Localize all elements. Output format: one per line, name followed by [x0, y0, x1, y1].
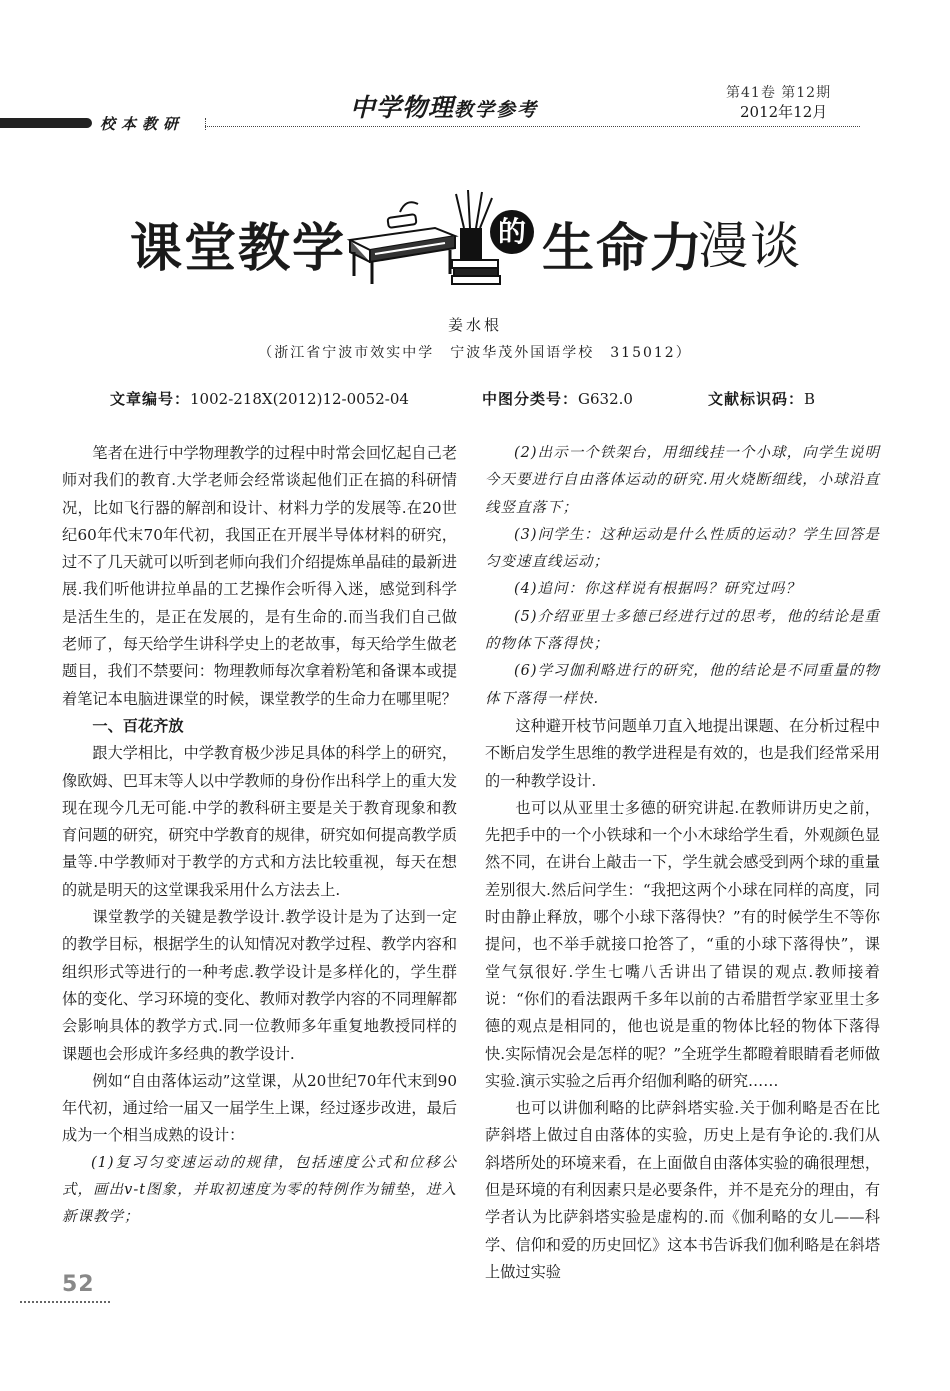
title-de-badge: 的 [490, 210, 534, 254]
step-item: (2)出示一个铁架台，用细线挂一个小球，向学生说明今天要进行自由落体运动的研究.用火烧断细线，小球沿直线竖直落下； [485, 445, 880, 516]
right-column [485, 440, 880, 1286]
author: 姜水根 [447, 316, 502, 334]
left-column [62, 440, 457, 1232]
document-code [708, 388, 815, 409]
article-number [110, 388, 409, 409]
step-item: (1)复习匀变速运动的规律，包括速度公式和位移公式，画出v-t图象，并取初速度为零的特例作为铺垫，进入新课教学； [62, 1154, 457, 1226]
journal-volume: 第41卷 第12期 [726, 85, 832, 101]
title-part-2: 生命力 [542, 219, 705, 279]
clc-number [482, 388, 633, 409]
document-code-value: B [804, 390, 816, 408]
paragraph: 课堂教学的关键是教学设计.教学设计是为了达到一定的教学目标，根据学生的认知情况对教学过程、教学内容和组织形式等进行的一种考虑.教学设计是多样化的，学生群体的变化、学习环境的变化、教师对教学内容的不同理解都会影响具体的教学方式.同一位教师多年重复地教授同样的课题也会形成许多经典的教学设计. [62, 908, 457, 1063]
article-number-value: 1002-218X(2012)12-0052-04 [190, 390, 409, 408]
section-label: 校本教研 [100, 115, 185, 133]
journal-brand [350, 88, 538, 124]
journal-brand-name: 中学物理 [350, 93, 455, 122]
clc-label: 中图分类号： [482, 390, 579, 408]
page-number: 52 [62, 1272, 95, 1297]
title-part-1: 课堂教学 [130, 219, 347, 279]
step-item: (6)学习伽利略进行的研究，他的结论是不同重量的物体下落得一样快. [485, 663, 880, 707]
step-item: (4)追问：你这样说有根据吗？研究过吗？ [514, 581, 802, 598]
paragraph: 跟大学相比，中学教育极少涉足具体的科学上的研究，像欧姆、巴耳末等人以中学教师的身份作出科学上的重大发现在现今几无可能.中学的教科研主要是关于教育现象和教育问题的研究，研究中学教育的规律，研究如何提高教学质量等.中学教师对于教学的方式和方法比较重视，每天在想的就是明天的这堂课我采用什么方法去上. [62, 744, 457, 899]
paragraph: 笔者在进行中学物理教学的过程中时常会回忆起自己老师对我们的教育.大学老师会经常谈起他们正在搞的科研情况，比如飞行器的解剖和设计、材料力学的发展等.在20世纪60年代末70年代初，我国正在开展半导体材料的研究，过不了几天就可以听到老师向我们介绍提炼单晶硅的最新进展.我们听他讲拉单晶的工艺操作会听得入迷，感觉到科学是活生生的，是正在发展的，是有生命的.而当我们自己做老师了，每天给学生讲科学史上的老故事，每天给学生做老题目，我们不禁要问：物理教师每次拿着粉笔和备课本或提着笔记本电脑进课堂的时候，课堂教学的生命力在哪里呢？ [62, 444, 457, 708]
journal-date: 2012年12月 [740, 103, 828, 121]
affiliation: （浙江省宁波市效实中学 宁波华茂外国语学校 315012） [258, 345, 692, 361]
step-item: (3)问学生：这种运动是什么性质的运动？学生回答是匀变速直线运动； [485, 526, 880, 571]
footer-divider [20, 1301, 110, 1303]
step-item: (5)介绍亚里士多德已经进行过的思考，他的结论是重的物体下落得快； [485, 608, 880, 653]
paragraph: 也可以讲伽利略的比萨斜塔实验.关于伽利略是否在比萨斜塔上做过自由落体的实验，历史上是有争论的.我们从斜塔所处的环境来看，在上面做自由落体实验的确很理想，但是环境的有利因素只是必要条件，并不是充分的理由，有学者认为比萨斜塔实验是虚构的.而《伽利略的女儿——科学、信仰和爱的历史回忆》这本书告诉我们伽利略是在斜塔上做过实验 [485, 1099, 880, 1281]
header-bar [0, 118, 92, 128]
section-heading: 一、百花齐放 [92, 716, 184, 735]
header-divider [205, 126, 860, 127]
document-code-label: 文献标识码： [708, 390, 805, 408]
journal-brand-sub: 教学参考 [454, 99, 539, 121]
paragraph: 例如“自由落体运动”这堂课，从20世纪70年代末到90年代初，通过给一届又一届学生上课，经过逐步改进，最后成为一个相当成熟的设计： [62, 1071, 457, 1145]
header-divider-vertical [205, 118, 206, 130]
paragraph: 也可以从亚里士多德的研究讲起.在教师讲历史之前，先把手中的一个小铁球和一个小木球给学生看，外观颜色显然不同，在讲台上敲击一下，学生就会感受到两个球的重量差别很大.然后问学生：“我把这两个小球在同样的高度，同时由静止释放，哪个小球下落得快？”有的时候学生不等你提问，也不举手就接口抢答了，“重的小球下落得快”，课堂气氛很好.学生七嘴八舌讲出了错误的观点.教师接着说：“你们的看法跟两千多年以前的古希腊哲学家亚里士多德的观点是相同的，他也说是重的物体比轻的物体下落得快.实际情况会是怎样的呢？”全班学生都瞪着眼睛看老师做实验.演示实验之后再介绍伽利略的研究…… [485, 798, 880, 1090]
title-part-3: 漫谈 [698, 217, 802, 275]
article-number-label: 文章编号： [110, 390, 191, 408]
article-title [130, 188, 830, 288]
clc-value: G632.0 [578, 390, 633, 408]
paragraph: 这种避开枝节问题单刀直入地提出课题、在分析过程中不断启发学生思维的教学进程是有效的，也是我们经常采用的一种教学设计. [485, 716, 880, 790]
